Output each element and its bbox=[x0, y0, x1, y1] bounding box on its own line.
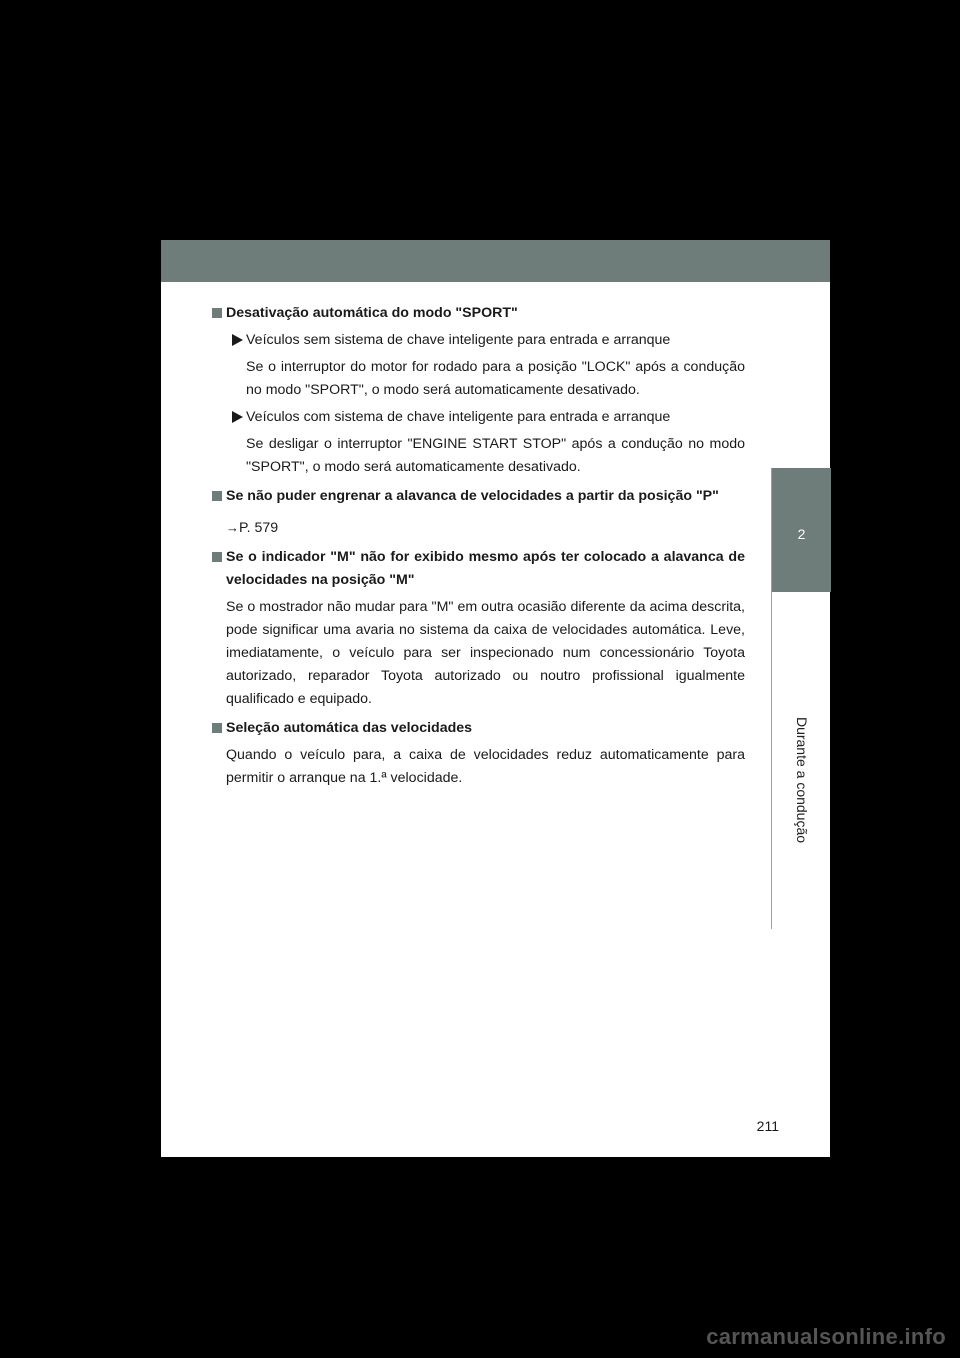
list-item: Veículos sem sistema de chave inteligente para entrada e arranque bbox=[212, 329, 745, 352]
square-bullet-icon bbox=[212, 552, 222, 562]
chapter-tab bbox=[771, 468, 831, 929]
chapter-number-box bbox=[772, 468, 831, 592]
square-bullet-icon bbox=[212, 491, 222, 501]
section-title: Se o indicador "M" não for exibido mesmo após ter colocado a alavanca de velocidades na posição "M" bbox=[212, 546, 745, 592]
chapter-number: 2 bbox=[797, 526, 806, 542]
section-title: Seleção automática das velocidades bbox=[212, 717, 745, 740]
paragraph: Se desligar o interruptor "ENGINE START STOP" após a condução no modo "SPORT", o modo será automaticamente desativado. bbox=[246, 436, 745, 475]
paragraph: Se o mostrador não mudar para "M" em outra ocasião diferente da acima descrita, pode significar uma avaria no sistema da caixa de velocidades automática. Leve, imediatamente, o veículo para ser inspecionado num concessionário Toyota autorizado, reparador Toyota autorizado ou noutro profissional igualmente qualificado e equipado. bbox=[226, 599, 745, 707]
page-reference-text: P. 579 bbox=[239, 520, 279, 536]
watermark: carmanualsonline.info bbox=[706, 1324, 946, 1349]
triangle-bullet-icon bbox=[232, 334, 243, 346]
page-reference bbox=[212, 516, 745, 540]
page-number: 211 bbox=[756, 1118, 779, 1134]
square-bullet-icon bbox=[212, 308, 222, 318]
square-bullet-icon bbox=[212, 723, 222, 733]
section-title: Desativação automática do modo "SPORT" bbox=[212, 302, 745, 325]
paragraph: Se o interruptor do motor for rodado para a posição "LOCK" após a condução no modo "SPORT", o modo será automaticamente desativado. bbox=[246, 359, 745, 398]
paragraph: Quando o veículo para, a caixa de velocidades reduz automaticamente para permitir o arranque na 1.ª velocidade. bbox=[226, 747, 745, 786]
chapter-label: Durante a condução bbox=[794, 716, 810, 844]
triangle-bullet-icon bbox=[232, 411, 243, 423]
arrow-right-icon: → bbox=[226, 520, 239, 535]
page-content bbox=[212, 302, 745, 790]
section-title: Se não puder engrenar a alavanca de velocidades a partir da posição "P" bbox=[212, 485, 745, 508]
header-bar bbox=[161, 240, 830, 284]
list-item: Veículos com sistema de chave inteligente para entrada e arranque bbox=[212, 406, 745, 429]
manual-page bbox=[161, 240, 830, 1157]
